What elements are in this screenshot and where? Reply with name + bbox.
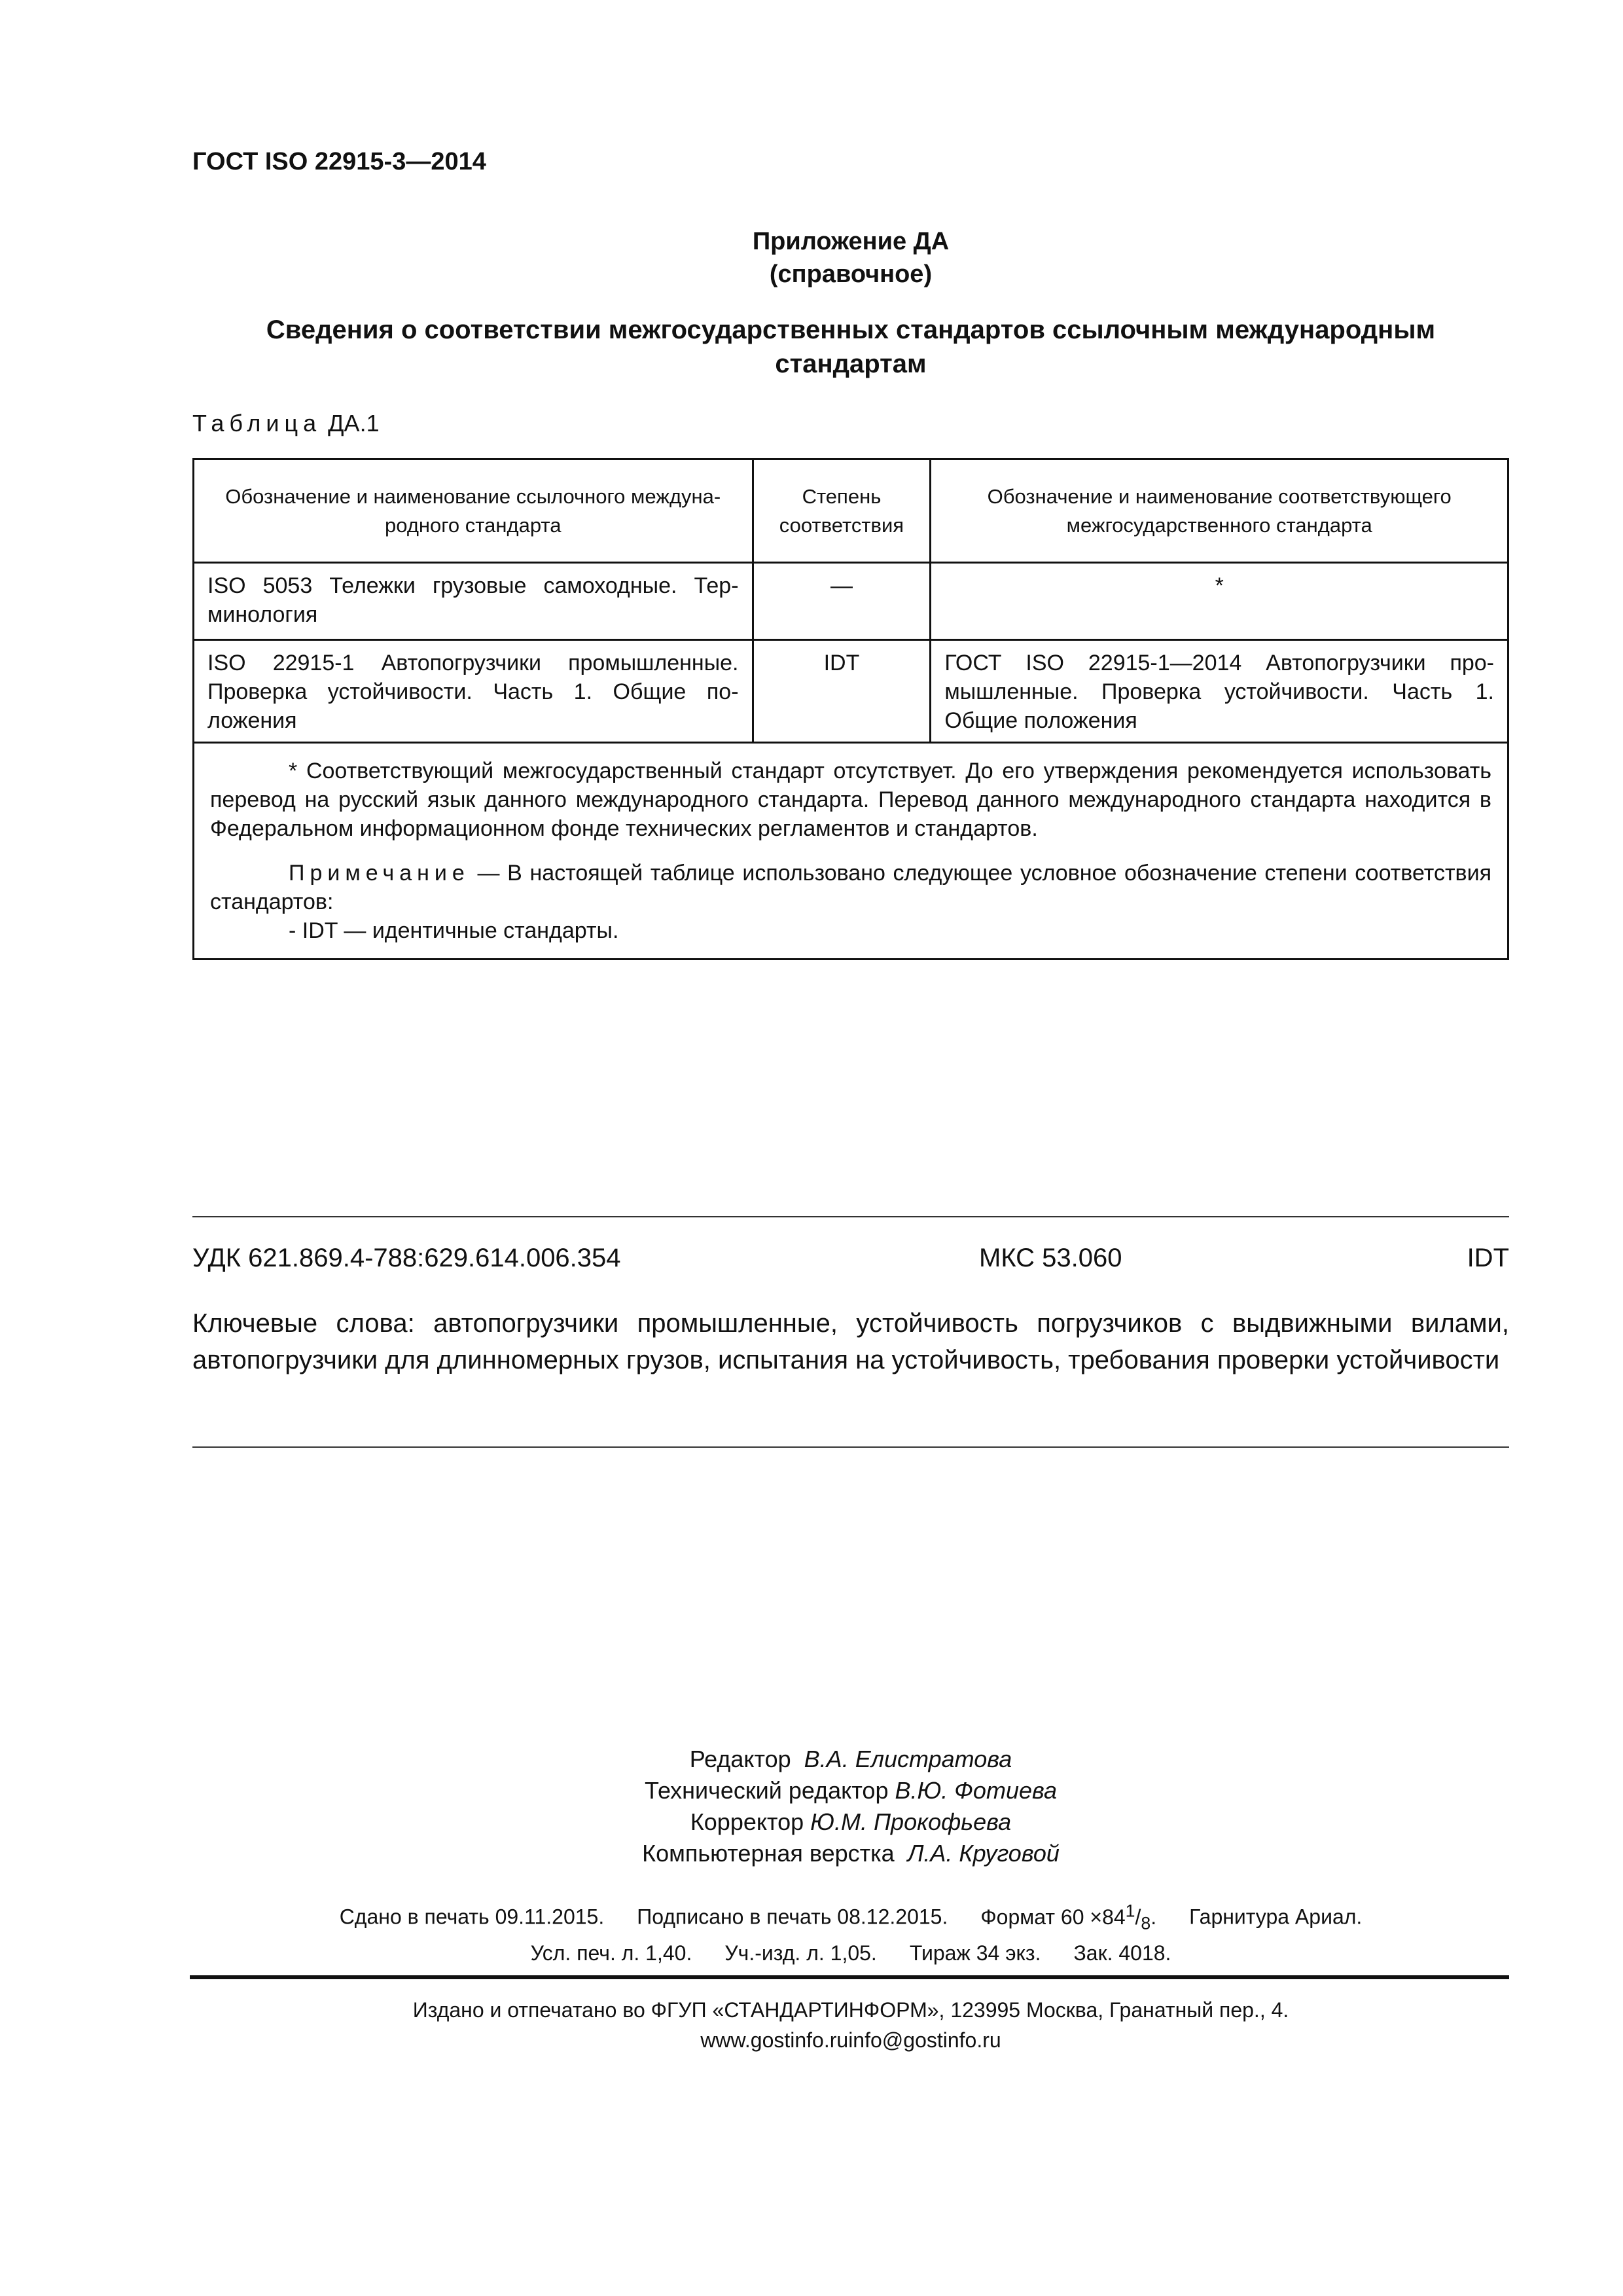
divider-bottom — [192, 1446, 1509, 1448]
print-info — [0, 1895, 1623, 1968]
table-label-number: ДА.1 — [328, 410, 380, 437]
submitted-date: Сдано в печать 09.11.2015. — [339, 1905, 605, 1929]
credit-line — [0, 1744, 1623, 1775]
appendix-title: Приложение ДА — [752, 228, 950, 255]
credit-name: В.Ю. Фотиева — [895, 1777, 1058, 1804]
idt-marker: IDT — [1467, 1244, 1509, 1272]
table-label-prefix: Таблица — [192, 410, 322, 437]
mks-code: МКС 53.060 — [979, 1244, 1122, 1272]
print-format: Формат $60 \times 84^1/_8$. — [980, 1901, 1157, 1933]
header-degree: Степень соответствия — [753, 459, 931, 563]
publisher-block — [0, 1995, 1623, 2055]
appendix-heading: Сведения о соответствии межгосударственных стандартов ссылочным международным стандартам — [266, 315, 1436, 378]
appendix-subtitle: (справочное) — [769, 260, 933, 288]
signed-date: Подписано в печать 08.12.2015. — [637, 1905, 948, 1929]
cell-international: ISO 22915-1 Автопогрузчики промышленные. Проверка устойчивости. Часть 1. Общие положения — [194, 640, 753, 743]
header-interstate-standard: Обозначение и наименование соответствующего межгосударственного стандарта — [931, 459, 1508, 563]
credit-line — [0, 1838, 1623, 1869]
header-international-standard: Обозначение и наименование ссылочного международного стандарта — [194, 459, 753, 563]
table-notes-row — [194, 743, 1508, 960]
note-text: — В настоящей таблице использовано следующее условное обозначение степени соответствия стандартов: — [210, 861, 1491, 914]
cell-interstate: * — [931, 563, 1508, 640]
credit-line — [0, 1775, 1623, 1806]
print-info-line-1 — [0, 1895, 1623, 1938]
divider-top — [192, 1216, 1509, 1217]
credit-name: Л.А. Круговой — [907, 1840, 1060, 1867]
print-info-line-2 — [0, 1938, 1623, 1968]
printed-sheets: Усл. печ. л. 1,40. — [530, 1941, 692, 1965]
table-label — [192, 410, 380, 437]
circulation: Тираж 34 экз. — [909, 1941, 1041, 1965]
credit-role: Редактор — [689, 1746, 791, 1772]
credit-name: В.А. Елистратова — [804, 1746, 1012, 1772]
table-notes — [194, 743, 1508, 960]
order-number: Зак. 4018. — [1073, 1941, 1171, 1965]
website-link[interactable]: www.gostinfo.ru — [700, 2028, 849, 2052]
publisher-contacts — [0, 2025, 1623, 2055]
document-code: ГОСТ ISO 22915-3—2014 — [192, 148, 486, 175]
table-note — [210, 859, 1491, 916]
table-row — [194, 640, 1508, 743]
cell-degree: — — [753, 563, 931, 640]
publisher-line: Издано и отпечатано во ФГУП «СТАНДАРТИНФОРМ», 123995 Москва, Гранатный пер., 4. — [412, 1998, 1289, 2022]
cell-international: ISO 5053 Тележки грузовые самоходные. Терминология — [194, 563, 753, 640]
keywords: Ключевые слова: автопогрузчики промышленные, устойчивость погрузчиков с выдвижными вилами, автопогрузчики для длинномерных грузов, испытания на устойчивость, требования проверки устойчивости — [192, 1309, 1509, 1374]
credits-block — [0, 1744, 1623, 1869]
credit-name: Ю.М. Прокофьева — [810, 1808, 1012, 1835]
appendix-title-block — [0, 225, 1623, 291]
note-label: Примечание — [289, 861, 470, 886]
email-link[interactable]: info@gostinfo.ru — [848, 2028, 1001, 2052]
table-footnote: * Соответствующий межгосударственный стандарт отсутствует. До его утверждения рекомендуется использовать перевод на русский язык данного международного стандарта. Перевод данного международного стандарта находится в Федеральном информационном фонде технических регламентов и стандартов. — [210, 759, 1491, 841]
note-bullet: - IDT — идентичные стандарты. — [289, 918, 619, 943]
credit-line — [0, 1806, 1623, 1838]
table-header-row — [194, 459, 1508, 563]
udk-code: УДК 621.869.4-788:629.614.006.354 — [192, 1244, 621, 1272]
credit-role: Компьютерная верстка — [642, 1840, 895, 1867]
credit-role: Технический редактор — [644, 1777, 889, 1804]
credit-role: Корректор — [690, 1808, 804, 1835]
font-name: Гарнитура Ариал. — [1189, 1905, 1363, 1929]
cell-degree: IDT — [753, 640, 931, 743]
publisher-divider — [190, 1975, 1509, 1979]
table-row — [194, 563, 1508, 640]
publishing-sheets: Уч.-изд. л. 1,05. — [724, 1941, 877, 1965]
cell-interstate: ГОСТ ISO 22915-1—2014 Автопогрузчики промышленные. Проверка устойчивости. Часть 1. Общие положения — [931, 640, 1508, 743]
correspondence-table — [192, 458, 1509, 960]
